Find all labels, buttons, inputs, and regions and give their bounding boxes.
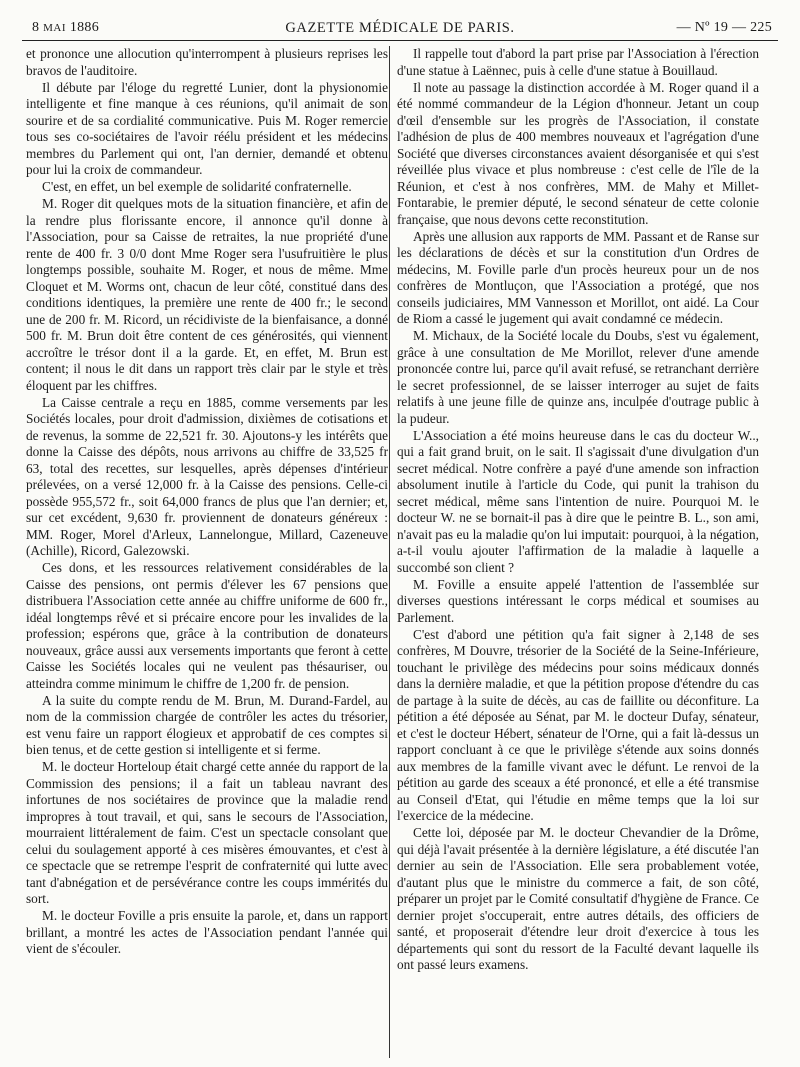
- paragraph: Cette loi, déposée par M. le docteur Chevandier de la Drôme, qui déjà l'avait présentée à la dernière législature, a été discutée l'an dernier au sein de l'Association. Elle sera probablement votée, d'autant plus que le ministre du commerce a fait, de son côté, préparer un projet par le Comité consultatif d'hygiène de France. Ce dernier projet s'occuperait, entre autres détails, des officiers de santé, et proposerait d'étendre leur droit d'exercice à tous les départements qui sont du ressort de la Faculté devant laquelle ils ont passé leurs examens.: [397, 825, 759, 972]
- paragraph: La Caisse centrale a reçu en 1885, comme versements par les Sociétés locales, pour droit d'admission, dixièmes de cotisations et de revenus, la somme de 22,521 fr. 30. Ajoutons-y les intérêts que donne la Caisse des dépôts, nous arrivons au chiffre de 33,525 fr 63, total des recettes, sur lesquelles, après dépenses d'intérieur prélevées, on a versé 12,000 fr. à la Caisse des pensions. Celle-ci possède 955,572 fr., soit 64,000 francs de plus que l'an dernier; et, sur cet excédent, 9,630 fr. proviennent de donateurs généreux : MM. Roger, Morel d'Arleux, Lannelongue, Millard, Cazeneuve (Achille), Ricord, Galezowski.: [26, 394, 388, 558]
- paragraph: M. Michaux, de la Société locale du Doubs, s'est vu également, grâce à une consultation de Me Morillot, relever d'une amende prononcée contre lui, parce qu'il avait refusé, se retranchant derrière le secret professionnel, de se laisser interroger au sujet de faits relatifs à une jeune fille de quinze ans, inculpée d'outrage public à la pudeur.: [397, 328, 759, 426]
- date-year: 1886: [69, 20, 100, 35]
- paragraph: et prononce une allocution qu'interrompent à plusieurs reprises les bravos de l'auditoire.: [26, 46, 388, 78]
- paragraph: Il rappelle tout d'abord la part prise par l'Association à l'érection d'une statue à Laënnec, puis à celle d'une statue à Bouillaud.: [397, 46, 759, 78]
- date-month: MAI: [43, 22, 67, 34]
- paragraph: Après une allusion aux rapports de MM. Passant et de Ranse sur les déclarations de décès et sur la constitution d'un Ordres de médecins, M. Foville parle d'un procès heureux pour un de nos confrères de Montluçon, que l'Association a protégé, que nos conseils judiciaires, MM Vannesson et Morillot, ont aidé. La Cour de Riom a cassé le jugement qui avait condamné ce médecin.: [397, 228, 759, 326]
- column-divider: [389, 46, 390, 1058]
- issue-and-page-number: — Nº 19 — 225: [676, 20, 772, 35]
- date-day: 8: [32, 20, 40, 35]
- paragraph: Il note au passage la distinction accordée à M. Roger quand il a été nommé commandeur de la Légion d'honneur. Jetant un coup d'œil d'ensemble sur les progrès de l'Association, il constate l'adhésion de plus de 400 membres nouveaux et l'agrégation d'une Société que diverses circonstances avaient désorganisée et qui s'est réveillée plus vivace et plus nombreuse : c'est celle de l'île de la Réunion, et c'est à nos confrères, MM. de Mahy et Millet-Fontarabie, le premier député, le second sénateur de cette colonie française, que nous devons cette reconstitution.: [397, 79, 759, 227]
- paragraph: L'Association a été moins heureuse dans le cas du docteur W.., qui a fait grand bruit, on le sait. Il s'agissait d'une divulgation d'un secret médical. Notre confrère a payé d'une amende son infraction absolument inutile à l'article du Code, qui punit la trahison du secret médical, même sans l'intention de nuire. Pourquoi M. le docteur W. ne se bornait-il pas à dire que le peintre B. L., son ami, n'avait pas eu la maladie qu'on lui imputait: pourquoi, à la négation, a-t-il voulu ajouter l'affirmation de la maladie à laquelle a succombé son client ?: [397, 427, 759, 575]
- paragraph: M. Roger dit quelques mots de la situation financière, et afin de la rendre plus florissante encore, il annonce qu'il donne à l'Association, pour sa Caisse de retraites, la nue propriété d'une rente de 400 fr. 3 0/0 dont Mme Roger sera l'usufruitière le plus longtemps possible, souhaite M. Roger, et nous de même. Mme Cloquet et M. Worms ont, chacun de leur côté, constitué dans des conditions identiques, la première une rente de 400 fr.; le second une de 200 fr. M. Ricord, un récidiviste de la bienfaisance, a donné 500 fr. M. Brun doit être content de ces générosités, qui viennent accroître le trésor dont il a la garde. Et, en effet, M. Brun est content; il nous le dit dans un rapport très clair par le style et très éloquent par les chiffres.: [26, 196, 388, 393]
- paragraph: M. le docteur Foville a pris ensuite la parole, et, dans un rapport brillant, a montré les actes de l'Association pendant l'année qui vient de s'écouler.: [26, 908, 388, 956]
- left-column: [26, 46, 388, 1058]
- paragraph: M. le docteur Horteloup était chargé cette année du rapport de la Commission des pensions; il a fait un tableau navrant des infortunes de nos sociétaires de province que la maladie rend impropres à tout travail, et qui, sans le secours de l'Association, mourraient littéralement de faim. C'est un spectacle consolant que celui du soulagement apporté à ces misères émouvantes, et c'est à ce spectacle que se retrempe l'esprit de confraternité qui lutte avec tant d'abnégation et de persévérance contre les coups immérités du sort.: [26, 759, 388, 906]
- paragraph: C'est d'abord une pétition qu'a fait signer à 2,148 de ses confrères, M Douvre, trésorier de la Société de la Seine-Inférieure, touchant le privilège des médecins pour soins médicaux donnés dans la dernière maladie, et que la pétition propose d'étendre du cas de partage à la suite de décès, au cas de faillite ou déconfiture. La pétition a été déposée au Sénat, par M. le docteur Dufay, sénateur, et c'est le docteur Hébert, sénateur de l'Orne, qui a fait là-dessus un rapport concluant à ce que le privilège s'étende aux soins donnés aux membres de la famille vivant avec le défunt. Le renvoi de la pétition au garde des sceaux a été prononcé, et elle a été transmise au Conseil d'Etat, qui l'étudie en même temps que la loi sur l'exercice de la médecine.: [397, 626, 759, 823]
- paragraph: M. Foville a ensuite appelé l'attention de l'assemblée sur diverses questions intéressant le corps médical et soumises au Parlement.: [397, 576, 759, 625]
- paragraph: Il débute par l'éloge du regretté Lunier, dont la physionomie intelligente et fine manque à ces réunions, qu'il animait de son sourire et de sa cordialité communicative. Puis M. Roger remercie tous ses co-sociétaires de l'avoir réélu président et les médecins membres du Parlement qui ont, l'an dernier, demandé et obtenu pour lui la croix de commandeur.: [26, 79, 388, 177]
- right-column: [397, 46, 759, 1058]
- header-rule: [22, 40, 778, 41]
- paragraph: C'est, en effet, un bel exemple de solidarité confraternelle.: [42, 179, 352, 194]
- journal-title: GAZETTE MÉDICALE DE PARIS.: [285, 20, 515, 36]
- page-header: [26, 20, 774, 42]
- paragraph: A la suite du compte rendu de M. Brun, M. Durand-Fardel, au nom de la commission chargée de contrôler les actes du trésorier, est venu faire un rapport élogieux et approbatif de ces comptes si bien tenus, et de cette gestion si intelligente et si ferme.: [26, 692, 388, 757]
- paragraph: Ces dons, et les ressources relativement considérables de la Caisse des pensions, ont permis d'élever les 67 pensions que distribuera l'Association cette année au chiffre uniforme de 600 fr., idéal longtemps rêvé et si précaire encore pour les invalides de la profession; espérons que, grâce à la contribution de donateurs nouveaux, grâce aussi aux versements importants que feront à cette Caisse les Sociétés locales qui ne veulent pas thésauriser, ou atteindra comme minimum le chiffre de 1,200 fr. de pension.: [26, 560, 388, 691]
